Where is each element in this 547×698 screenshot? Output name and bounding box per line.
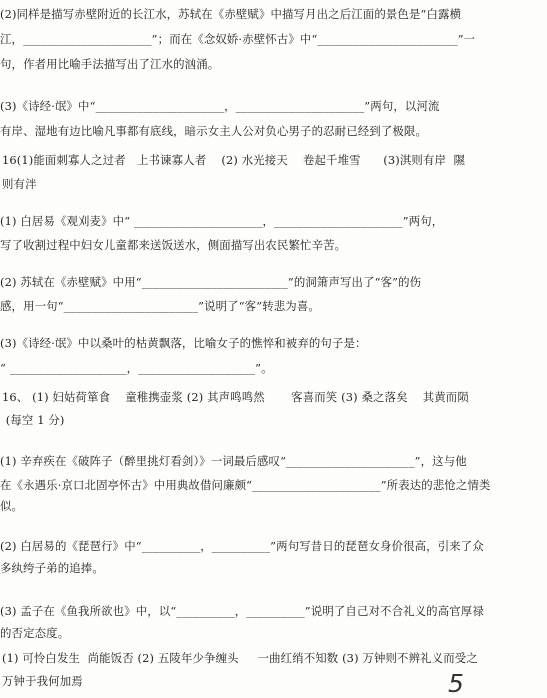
question-line: (2)同样是描写赤壁附近的长江水，苏轼在《赤壁赋》中描写月出之后江面的景色是“白露横 <box>0 7 462 21</box>
question-line: (3)《诗经·氓》中“______________________，______________________”两句，以河流 <box>0 99 440 113</box>
question-line: 似。 <box>0 499 24 513</box>
question-line: (1) 白居易《观刈麦》中“ ______________________，______________________”两句， <box>0 214 444 228</box>
question-line: 江，______________________”；而在《念奴娇·赤壁怀古》中“________________________”一 <box>0 32 476 46</box>
question-line: “ ____________________，____________________”。 <box>0 361 273 375</box>
answer-key-line: 则有泮 <box>2 177 37 191</box>
question-line: 有岸、湿地有边比喻凡事都有底线，暗示女主人公对负心男子的忍耐已经到了极限。 <box>0 124 428 138</box>
question-line: 的否定态度。 <box>0 626 70 640</box>
question-line: (3) 孟子在《鱼我所欲也》中，以“__________，__________”说明了自己对不合礼义的高官厚禄 <box>0 604 484 618</box>
question-line: 在《永遇乐·京口北固亭怀古》中用典故借问廉颇“______________________”所表达的悲怆之情类 <box>0 478 491 492</box>
answer-key-line: 万钟于我何加焉 <box>2 674 83 688</box>
handwritten-grade-mark: 5 <box>448 669 464 698</box>
answer-key-line: 16、 (1) 妇姑荷箪食 童稚携壶浆 (2) 其声鸣鸣然 客喜而笑 (3) 桑之落矣 其黄而陨 <box>2 390 469 404</box>
question-line: 句，作者用比喻手法描写出了江水的汹涌。 <box>0 57 220 71</box>
answer-key-line: (1) 可怜白发生 尚能饭否 (2) 五陵年少争缠头 一曲红绡不知数 (3) 万钟则不辨礼义而受之 <box>2 651 478 665</box>
question-line: 写了收割过程中妇女儿童都来送饭送水，侧面描写出农民繁忙辛苦。 <box>0 238 347 252</box>
question-line: (3)《诗经·氓》中以桑叶的枯黄飘落，比喻女子的憔悴和被弃的句子是： <box>0 336 367 350</box>
question-line: (1) 辛弃疾在《破阵子（醉里挑灯看剑）》一词最后感叹“______________________”，这与他 <box>0 454 467 468</box>
question-line: 多纨绔子弟的追捧。 <box>0 561 104 575</box>
question-line: (2) 苏轼在《赤壁赋》中用“_________________________”的洞箫声写出了“客”的伤 <box>0 275 422 289</box>
question-line: (2) 白居易的《琵琶行》中“__________，__________”两句写昔日的琵琶女身价很高，引来了众 <box>0 539 484 553</box>
answer-key-line: (每空 1 分) <box>2 413 65 427</box>
question-line: 感，用一句“_______________________”说明了“客”转悲为喜。 <box>0 299 320 313</box>
answer-key-line: 16(1)能面刺寡人之过者 上书谏寡人者 (2) 水光接天 卷起千堆雪 (3)淇则有岸 隰 <box>2 153 466 167</box>
